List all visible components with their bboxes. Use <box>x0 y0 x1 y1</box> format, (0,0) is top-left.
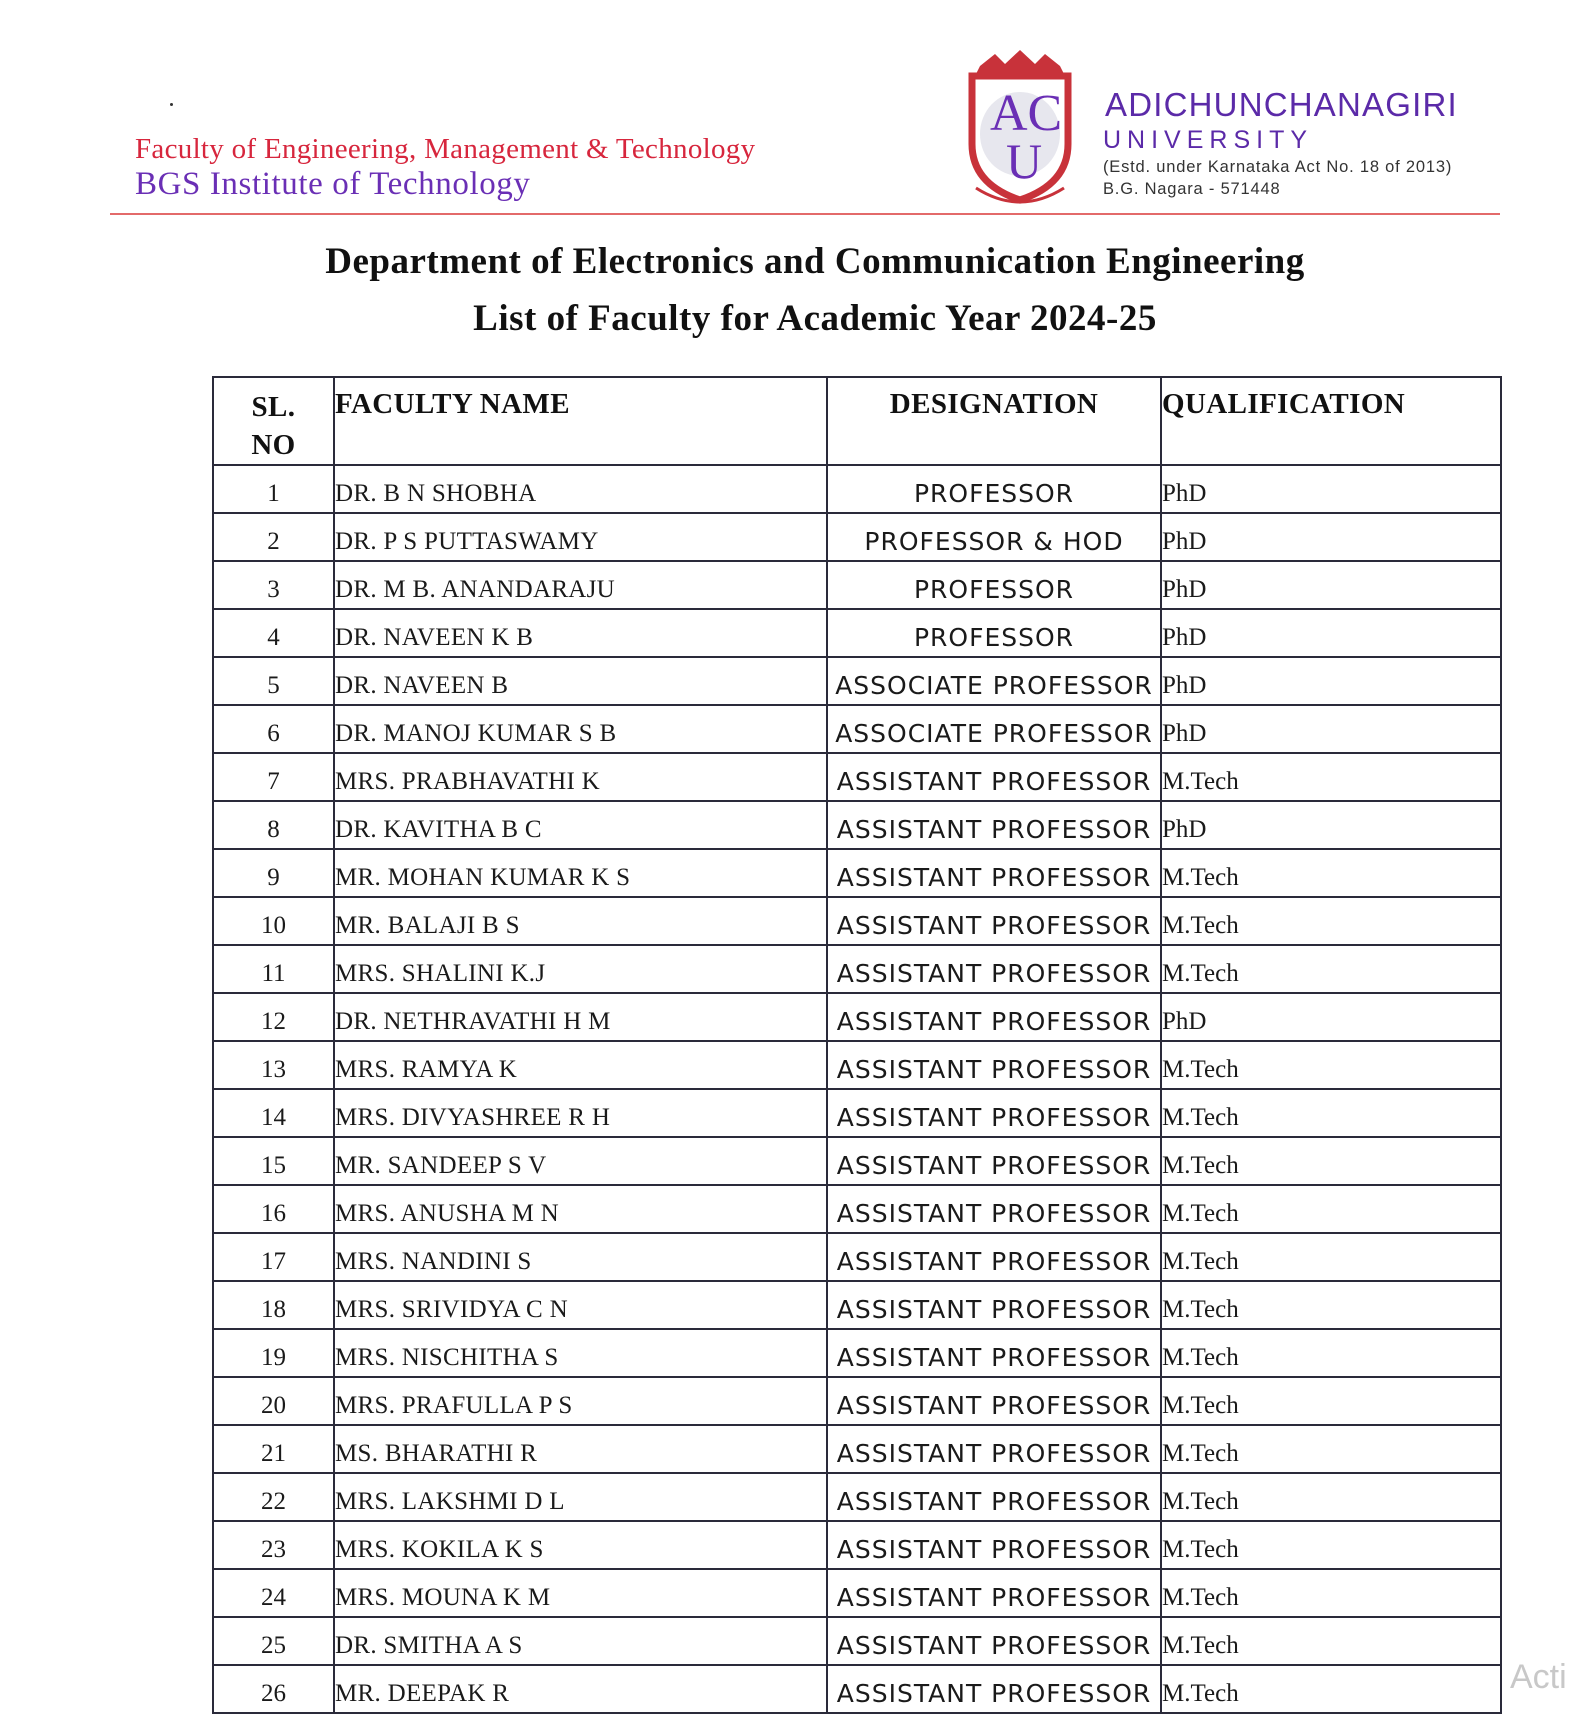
table-row <box>213 1569 1501 1617</box>
cell-faculty-name: MRS. SRIVIDYA C N <box>334 1281 827 1329</box>
cell-designation: ASSISTANT PROFESSOR <box>827 1521 1161 1569</box>
cell-faculty-name: MR. SANDEEP S V <box>334 1137 827 1185</box>
cell-designation: PROFESSOR <box>827 561 1161 609</box>
cell-faculty-name: DR. NAVEEN B <box>334 657 827 705</box>
cell-qualification: M.Tech <box>1161 1377 1501 1425</box>
cell-sl-no: 10 <box>213 897 334 945</box>
header-qualification: QUALIFICATION <box>1161 377 1501 465</box>
faculty-table <box>212 376 1502 1714</box>
cell-qualification: M.Tech <box>1161 1185 1501 1233</box>
table-row <box>213 1329 1501 1377</box>
table-row <box>213 1473 1501 1521</box>
cell-sl-no: 6 <box>213 705 334 753</box>
cell-designation: ASSISTANT PROFESSOR <box>827 1089 1161 1137</box>
cell-qualification: M.Tech <box>1161 849 1501 897</box>
cell-designation: ASSISTANT PROFESSOR <box>827 993 1161 1041</box>
cell-faculty-name: MRS. DIVYASHREE R H <box>334 1089 827 1137</box>
cell-designation: ASSISTANT PROFESSOR <box>827 1617 1161 1665</box>
cell-faculty-name: MRS. MOUNA K M <box>334 1569 827 1617</box>
cell-sl-no: 3 <box>213 561 334 609</box>
cell-faculty-name: MRS. PRAFULLA P S <box>334 1377 827 1425</box>
cell-faculty-name: DR. B N SHOBHA <box>334 465 827 513</box>
table-row <box>213 1185 1501 1233</box>
cell-designation: ASSISTANT PROFESSOR <box>827 1425 1161 1473</box>
header-faculty-name: FACULTY NAME <box>334 377 827 465</box>
cell-sl-no: 5 <box>213 657 334 705</box>
cell-designation: ASSOCIATE PROFESSOR <box>827 705 1161 753</box>
table-row <box>213 801 1501 849</box>
cell-qualification: M.Tech <box>1161 945 1501 993</box>
cell-designation: ASSISTANT PROFESSOR <box>827 1041 1161 1089</box>
table-row <box>213 945 1501 993</box>
cell-qualification: M.Tech <box>1161 1569 1501 1617</box>
cell-faculty-name: MRS. LAKSHMI D L <box>334 1473 827 1521</box>
cell-sl-no: 8 <box>213 801 334 849</box>
table-row <box>213 1617 1501 1665</box>
header-divider <box>110 213 1500 215</box>
cell-designation: ASSISTANT PROFESSOR <box>827 801 1161 849</box>
cell-sl-no: 18 <box>213 1281 334 1329</box>
table-row <box>213 1425 1501 1473</box>
cell-designation: ASSISTANT PROFESSOR <box>827 1281 1161 1329</box>
cell-sl-no: 19 <box>213 1329 334 1377</box>
cell-qualification: M.Tech <box>1161 1617 1501 1665</box>
cell-faculty-name: MR. DEEPAK R <box>334 1665 827 1713</box>
faculty-heading: Faculty of Engineering, Management & Technology <box>135 133 756 165</box>
cell-designation: ASSISTANT PROFESSOR <box>827 945 1161 993</box>
cell-qualification: M.Tech <box>1161 1473 1501 1521</box>
cell-faculty-name: DR. M B. ANANDARAJU <box>334 561 827 609</box>
table-row <box>213 1041 1501 1089</box>
cell-designation: ASSISTANT PROFESSOR <box>827 897 1161 945</box>
cell-designation: ASSISTANT PROFESSOR <box>827 1137 1161 1185</box>
cell-qualification: PhD <box>1161 561 1501 609</box>
header-designation: DESIGNATION <box>827 377 1161 465</box>
cell-designation: ASSISTANT PROFESSOR <box>827 1569 1161 1617</box>
cell-sl-no: 20 <box>213 1377 334 1425</box>
activation-watermark: Acti <box>1510 1658 1567 1696</box>
cell-sl-no: 14 <box>213 1089 334 1137</box>
cell-faculty-name: DR. SMITHA A S <box>334 1617 827 1665</box>
cell-designation: ASSISTANT PROFESSOR <box>827 1233 1161 1281</box>
cell-faculty-name: MRS. NISCHITHA S <box>334 1329 827 1377</box>
university-address: B.G. Nagara - 571448 <box>1103 180 1281 198</box>
cell-faculty-name: MRS. ANUSHA M N <box>334 1185 827 1233</box>
cell-qualification: PhD <box>1161 801 1501 849</box>
cell-designation: ASSISTANT PROFESSOR <box>827 753 1161 801</box>
cell-qualification: M.Tech <box>1161 1041 1501 1089</box>
cell-sl-no: 7 <box>213 753 334 801</box>
table-row <box>213 993 1501 1041</box>
cell-qualification: PhD <box>1161 465 1501 513</box>
cell-qualification: M.Tech <box>1161 753 1501 801</box>
header-sl-line1: SL. <box>251 391 296 423</box>
cell-qualification: M.Tech <box>1161 1089 1501 1137</box>
cell-qualification: M.Tech <box>1161 1521 1501 1569</box>
cell-designation: ASSISTANT PROFESSOR <box>827 1665 1161 1713</box>
cell-qualification: PhD <box>1161 513 1501 561</box>
cell-faculty-name: DR. MANOJ KUMAR S B <box>334 705 827 753</box>
cell-sl-no: 24 <box>213 1569 334 1617</box>
table-row <box>213 657 1501 705</box>
cell-qualification: PhD <box>1161 609 1501 657</box>
university-logo-icon <box>960 48 1080 208</box>
table-row <box>213 1137 1501 1185</box>
table-row <box>213 1665 1501 1713</box>
table-row <box>213 1521 1501 1569</box>
cell-sl-no: 1 <box>213 465 334 513</box>
cell-faculty-name: DR. P S PUTTASWAMY <box>334 513 827 561</box>
cell-designation: ASSISTANT PROFESSOR <box>827 1473 1161 1521</box>
cell-qualification: M.Tech <box>1161 897 1501 945</box>
university-subtitle: UNIVERSITY <box>1103 126 1314 154</box>
logo-letter-u: U <box>1006 133 1043 189</box>
cell-designation: ASSOCIATE PROFESSOR <box>827 657 1161 705</box>
cell-faculty-name: MR. BALAJI B S <box>334 897 827 945</box>
cell-faculty-name: DR. NAVEEN K B <box>334 609 827 657</box>
cell-sl-no: 22 <box>213 1473 334 1521</box>
table-row <box>213 1089 1501 1137</box>
cell-qualification: M.Tech <box>1161 1665 1501 1713</box>
university-name: ADICHUNCHANAGIRI <box>1105 86 1458 123</box>
cell-qualification: PhD <box>1161 993 1501 1041</box>
table-row <box>213 897 1501 945</box>
cell-faculty-name: MRS. KOKILA K S <box>334 1521 827 1569</box>
cell-sl-no: 2 <box>213 513 334 561</box>
table-header-row <box>213 377 1501 465</box>
cell-sl-no: 11 <box>213 945 334 993</box>
table-row <box>213 1377 1501 1425</box>
cell-designation: PROFESSOR <box>827 609 1161 657</box>
cell-qualification: M.Tech <box>1161 1233 1501 1281</box>
table-row <box>213 561 1501 609</box>
cell-designation: PROFESSOR & HOD <box>827 513 1161 561</box>
cell-designation: ASSISTANT PROFESSOR <box>827 1329 1161 1377</box>
cell-sl-no: 25 <box>213 1617 334 1665</box>
cell-qualification: M.Tech <box>1161 1329 1501 1377</box>
logo-letter-a: AC <box>990 85 1063 142</box>
header-sl-no <box>213 377 334 465</box>
cell-qualification: M.Tech <box>1161 1425 1501 1473</box>
cell-qualification: PhD <box>1161 657 1501 705</box>
table-row <box>213 1281 1501 1329</box>
table-row <box>213 849 1501 897</box>
table-row <box>213 753 1501 801</box>
list-title: List of Faculty for Academic Year 2024-25 <box>473 298 1157 339</box>
cell-designation: ASSISTANT PROFESSOR <box>827 1185 1161 1233</box>
table-row <box>213 609 1501 657</box>
cell-faculty-name: MRS. SHALINI K.J <box>334 945 827 993</box>
table-row <box>213 465 1501 513</box>
cell-sl-no: 15 <box>213 1137 334 1185</box>
table-row <box>213 705 1501 753</box>
cell-faculty-name: MRS. RAMYA K <box>334 1041 827 1089</box>
cell-designation: ASSISTANT PROFESSOR <box>827 1377 1161 1425</box>
cell-designation: PROFESSOR <box>827 465 1161 513</box>
cell-faculty-name: DR. KAVITHA B C <box>334 801 827 849</box>
cell-designation: ASSISTANT PROFESSOR <box>827 849 1161 897</box>
cell-faculty-name: MRS. NANDINI S <box>334 1233 827 1281</box>
department-title: Department of Electronics and Communication Engineering <box>325 241 1305 282</box>
cell-faculty-name: MRS. PRABHAVATHI K <box>334 753 827 801</box>
university-act: (Estd. under Karnataka Act No. 18 of 2013) <box>1103 158 1453 176</box>
cell-sl-no: 12 <box>213 993 334 1041</box>
cell-faculty-name: MR. MOHAN KUMAR K S <box>334 849 827 897</box>
cell-sl-no: 9 <box>213 849 334 897</box>
cell-qualification: PhD <box>1161 705 1501 753</box>
cell-sl-no: 21 <box>213 1425 334 1473</box>
cell-faculty-name: DR. NETHRAVATHI H M <box>334 993 827 1041</box>
cell-faculty-name: MS. BHARATHI R <box>334 1425 827 1473</box>
header-sl-line2: NO <box>251 429 296 461</box>
cell-sl-no: 17 <box>213 1233 334 1281</box>
table-row <box>213 1233 1501 1281</box>
cell-sl-no: 26 <box>213 1665 334 1713</box>
cell-sl-no: 16 <box>213 1185 334 1233</box>
cell-sl-no: 4 <box>213 609 334 657</box>
faculty-table-body <box>213 465 1501 1713</box>
stray-dot <box>170 103 173 106</box>
cell-qualification: M.Tech <box>1161 1137 1501 1185</box>
cell-sl-no: 13 <box>213 1041 334 1089</box>
cell-qualification: M.Tech <box>1161 1281 1501 1329</box>
institute-heading: BGS Institute of Technology <box>135 166 531 202</box>
cell-sl-no: 23 <box>213 1521 334 1569</box>
table-row <box>213 513 1501 561</box>
